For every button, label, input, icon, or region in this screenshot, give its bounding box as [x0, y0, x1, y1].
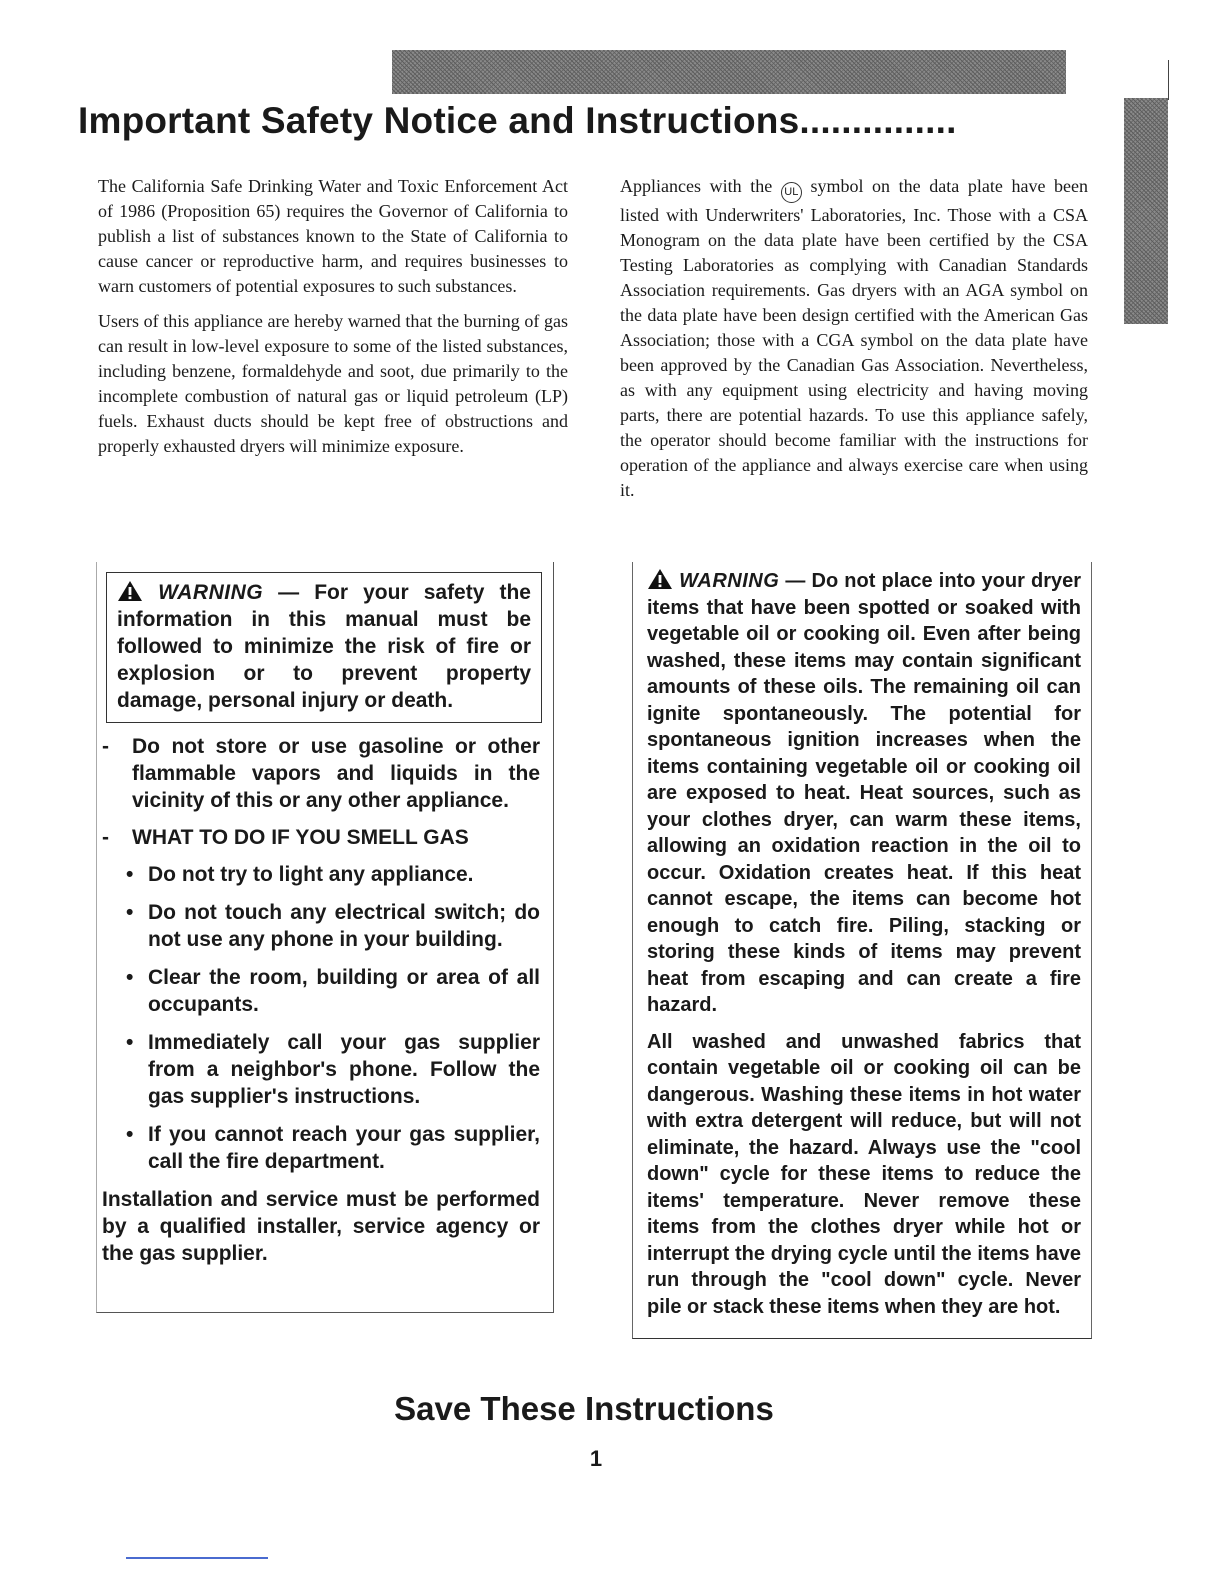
installation-note: Installation and service must be performed by a qualified installer, service agency or the gas supplier.	[102, 1188, 540, 1265]
side-tab-marker	[1124, 98, 1168, 324]
dash-marker: -	[102, 826, 109, 849]
bullet-marker: •	[126, 1031, 134, 1054]
page-number: 1	[589, 1446, 603, 1471]
list-item	[102, 733, 540, 814]
gasoline-warning-text: Do not store or use gasoline or other flammable vapors and liquids in the vicinity of this or any other appliance.	[132, 735, 540, 812]
bullet-marker: •	[126, 966, 134, 989]
list-item	[126, 964, 540, 1018]
header-decorative-bar	[392, 50, 1066, 94]
warning-triangle-icon	[117, 580, 143, 602]
list-item	[126, 1121, 540, 1175]
gas-step-text: Do not touch any electrical switch; do not use any phone in your building.	[148, 901, 540, 951]
warning-triangle-icon	[647, 568, 673, 590]
right-intro-column	[620, 174, 1088, 513]
gas-step-text: Do not try to light any appliance.	[148, 863, 474, 886]
warning-label: WARNING	[158, 581, 264, 604]
warning-label: WARNING	[679, 570, 780, 592]
gas-step-text: Clear the room, building or area of all occupants.	[148, 966, 540, 1016]
left-warning-box	[106, 572, 542, 723]
gas-step-text: Immediately call your gas supplier from a neighbor's phone. Follow the gas supplier's instructions.	[148, 1031, 540, 1108]
gas-safety-list	[102, 733, 540, 1267]
left-warning-text: — For your safety the information in this manual must be followed to minimize the risk of fire or explosion or to prevent property damage, personal injury or death.	[117, 581, 531, 712]
bullet-marker: •	[126, 1123, 134, 1146]
gas-steps-list	[126, 861, 540, 1175]
fabrics-warning-paragraph: All washed and unwashed fabrics that contain vegetable oil or cooking oil can be dangerous. Washing these items in hot water with extra detergent will reduce, but will not eliminate, the hazard. Always use the "cool down" cycle for these items to reduce the items' temperature. Never remove these items from the clothes dryer while hot or interrupt the drying cycle until the items have run through the "cool down" cycle. Never pile or stack these items when they are hot.	[647, 1030, 1081, 1318]
certification-lead-text: Appliances with the	[620, 176, 773, 196]
dash-marker: -	[102, 735, 109, 758]
footer-rule	[126, 1557, 268, 1559]
list-item	[102, 824, 540, 851]
combustion-exposure-paragraph: Users of this appliance are hereby warned that the burning of gas can result in low-level exposure to some of the listed substances, including benzene, formaldehyde and soot, due primarily to the incomplete combustion of natural gas or liquid petroleum (LP) fuels. Exhaust ducts should be kept free of obstructions and properly exhausted dryers will minimize exposure.	[98, 311, 568, 456]
bullet-marker: •	[126, 863, 134, 886]
bullet-marker: •	[126, 901, 134, 924]
left-intro-column	[98, 174, 568, 469]
list-item	[126, 861, 540, 888]
page-title: Important Safety Notice and Instructions...............	[78, 100, 957, 141]
list-item	[126, 899, 540, 953]
oil-warning-text: — Do not place into your dryer items that have been spotted or soaked with vegetable oil or cooking oil. Even after being washed, these items may contain significant amounts of these oils. The remaining oil can ignite spontaneously. The potential for spontaneous ignition increases when the items containing vegetable oil or cooking oil are exposed to heat. Heat sources, such as your clothes dryer, can warm these items, allowing an oxidation reaction in the oil to occur. Oxidation creates heat. If this heat cannot escape, the items can become hot enough to catch fire. Piling, stacking or storing these kinds of items may prevent heat from escaping and can create a fire hazard.	[647, 570, 1082, 1016]
certification-body-text: symbol on the data plate have been listed with Underwriters' Laboratories, Inc. Those with a CSA Monogram on the data plate have been certified by the CSA Testing Laboratories as complying with Canadian Standards Association requirements. Gas dryers with an AGA symbol on the data plate have been design certified with the American Gas Association; those with a CGA symbol on the data plate have been approved by the Canadian Gas Association. Nevertheless, as with any equipment using electricity and having moving parts, there are potential hazards. To use this appliance safely, the operator should become familiar with the instructions for operation of the appliance and always exercise care when using it.	[620, 176, 1089, 500]
save-instructions-heading: Save These Instructions	[394, 1390, 774, 1427]
smell-gas-heading: WHAT TO DO IF YOU SMELL GAS	[132, 826, 469, 849]
proposition-65-paragraph: The California Safe Drinking Water and Toxic Enforcement Act of 1986 (Proposition 65) requires the Governor of California to publish a list of substances known to the State of California to cause cancer or reproductive harm, and requires businesses to warn customers of potential exposures to such substances.	[98, 176, 568, 296]
right-warning-box	[632, 562, 1092, 1339]
page-edge-line	[1168, 60, 1169, 100]
ul-listed-icon: UL	[781, 182, 802, 203]
list-item	[126, 1029, 540, 1110]
gas-step-text: If you cannot reach your gas supplier, call the fire department.	[148, 1123, 540, 1173]
oil-warning-paragraph	[647, 568, 1081, 1019]
certification-paragraph	[620, 174, 1088, 503]
